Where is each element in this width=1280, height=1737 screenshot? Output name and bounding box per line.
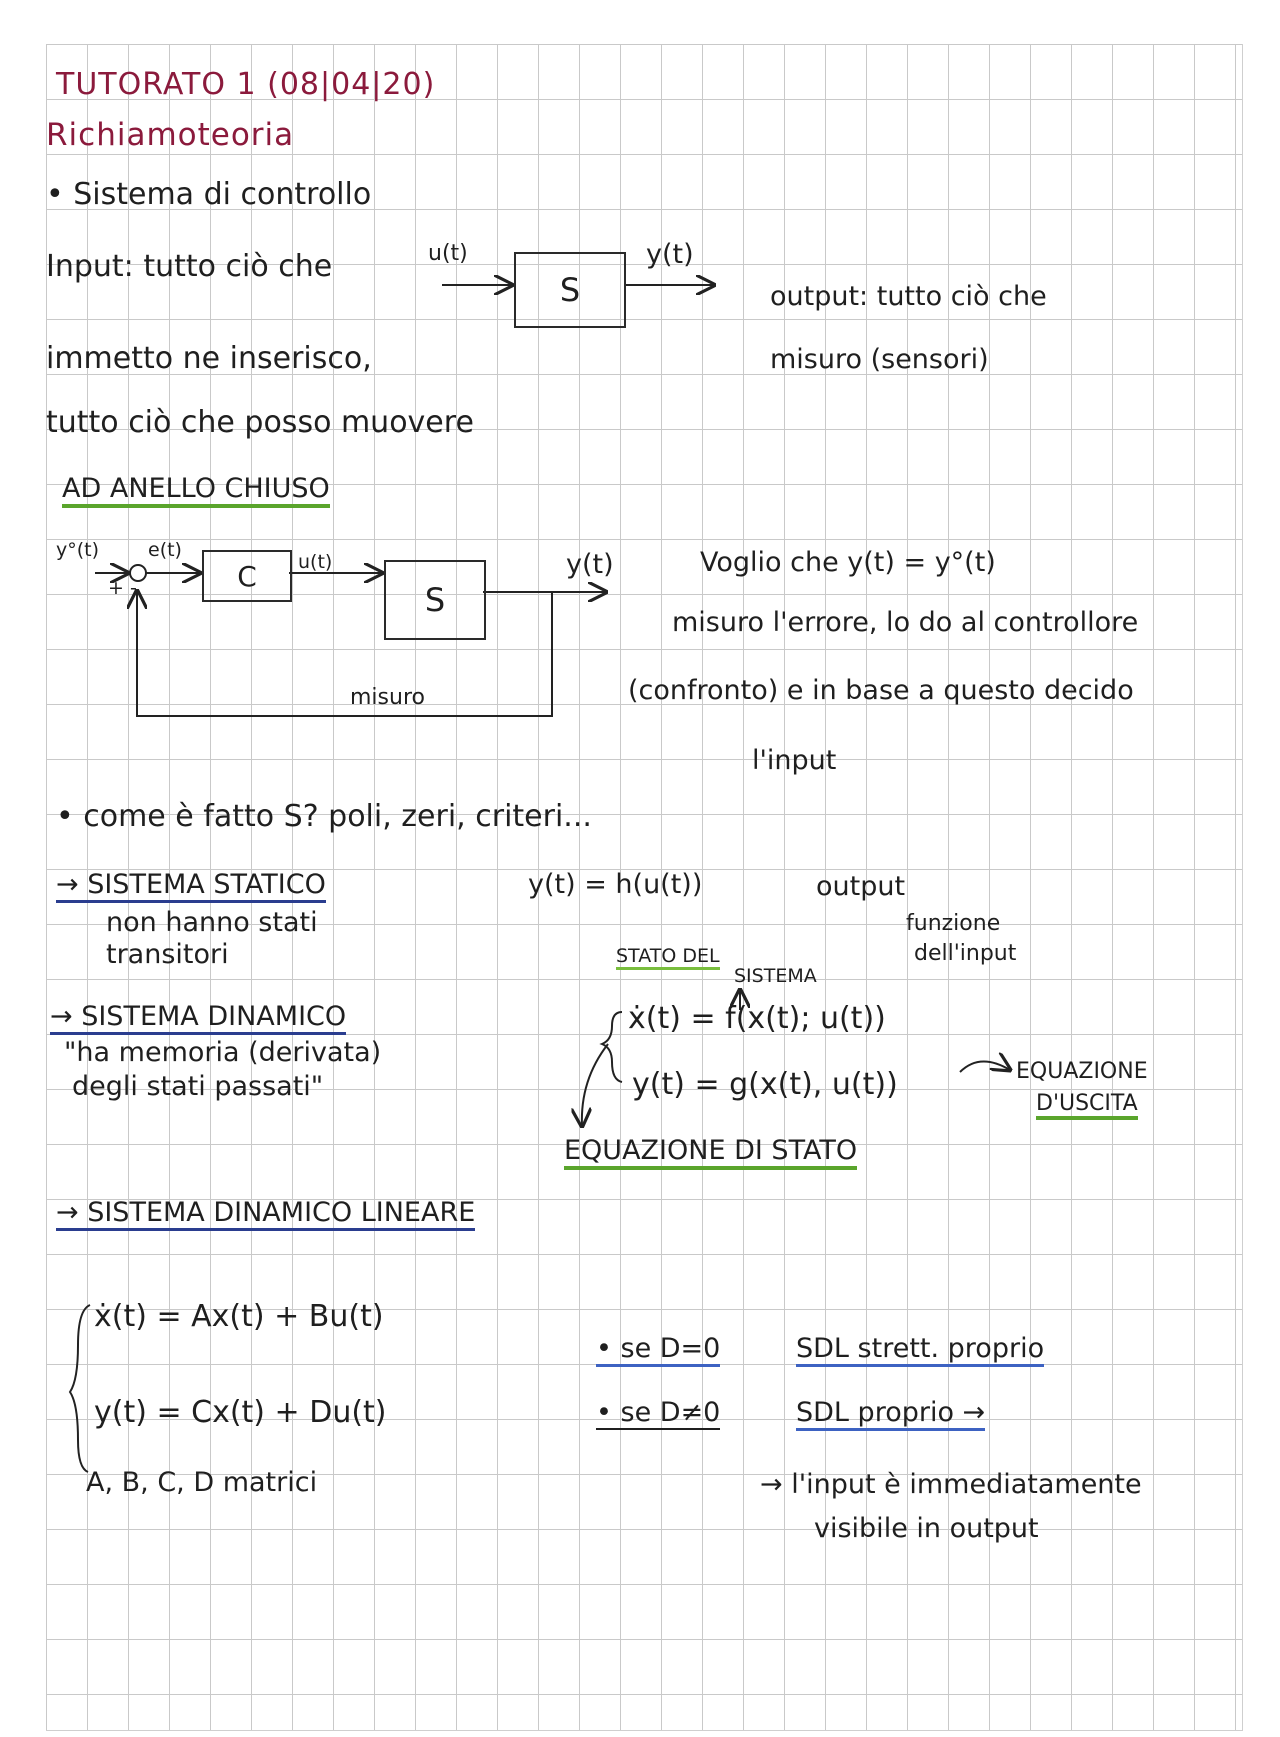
case2-note-2: visibile in output bbox=[814, 1513, 1039, 1544]
static-output-note: output bbox=[816, 871, 906, 902]
state-eq-arrow bbox=[582, 1044, 608, 1126]
closed-loop-output-label: y(t) bbox=[566, 549, 614, 580]
linear-brace bbox=[70, 1305, 90, 1472]
error-label: e(t) bbox=[148, 539, 182, 561]
output-equation: y(t) = g(x(t), u(t)) bbox=[632, 1067, 898, 1102]
closed-loop-note-3: (confronto) e in base a questo decido bbox=[628, 675, 1134, 706]
static-system-heading: → SISTEMA STATICO bbox=[56, 870, 326, 903]
static-desc-1: non hanno stati bbox=[106, 907, 318, 938]
case2-condition: • se D≠0 bbox=[596, 1397, 721, 1428]
controller-block: C bbox=[202, 550, 292, 602]
input-signal-label: u(t) bbox=[428, 241, 468, 266]
static-desc-2: transitori bbox=[106, 939, 229, 970]
control-system-bullet: • Sistema di controllo bbox=[46, 177, 372, 212]
output-def-2: misuro (sensori) bbox=[770, 344, 989, 375]
output-def-1: output: tutto ciò che bbox=[770, 281, 1047, 312]
closed-loop-note-4: l'input bbox=[752, 745, 837, 776]
dynamic-desc-1: "ha memoria (derivata) bbox=[64, 1037, 382, 1068]
output-eq-label-2: D'USCITA bbox=[1036, 1092, 1138, 1120]
closed-loop-note-2: misuro l'errore, lo do al controllore bbox=[672, 607, 1139, 638]
closed-loop-heading: AD ANELLO CHIUSO bbox=[62, 474, 330, 508]
section-title: Richiamoteoria bbox=[46, 117, 295, 153]
feedback-label: misuro bbox=[350, 685, 425, 710]
linear-state-eq: ẋ(t) = Ax(t) + Bu(t) bbox=[94, 1299, 384, 1334]
state-label-1: STATO DEL bbox=[616, 946, 720, 970]
input-def-3: tutto ciò che posso muovere bbox=[46, 405, 474, 440]
closed-loop-note-1: Voglio che y(t) = y°(t) bbox=[700, 547, 996, 578]
linear-system-heading: → SISTEMA DINAMICO LINEARE bbox=[56, 1198, 475, 1231]
output-eq-label-1: EQUAZIONE bbox=[1016, 1059, 1148, 1084]
static-function-note-1: funzione bbox=[906, 911, 1001, 936]
dynamic-system-heading: → SISTEMA DINAMICO bbox=[50, 1002, 346, 1035]
structure-question: • come è fatto S? poli, zeri, criteri... bbox=[56, 799, 592, 834]
reference-label: y°(t) bbox=[56, 539, 100, 561]
plant-block: S bbox=[384, 560, 486, 640]
feedback-path bbox=[137, 591, 552, 716]
case1-condition: • se D=0 bbox=[596, 1334, 720, 1367]
static-function-note-2: dell'input bbox=[914, 941, 1017, 966]
case1-result: SDL strett. proprio bbox=[796, 1334, 1044, 1367]
case2-result: SDL proprio → bbox=[796, 1398, 985, 1431]
output-eq-arrow bbox=[960, 1061, 1010, 1072]
matrices-note: A, B, C, D matrici bbox=[86, 1467, 318, 1498]
static-equation: y(t) = h(u(t)) bbox=[528, 869, 703, 900]
dynamic-desc-2: degli stati passati" bbox=[72, 1071, 324, 1102]
state-label-2: SISTEMA bbox=[734, 965, 817, 987]
case2-note-1: → l'input è immediatamente bbox=[760, 1469, 1142, 1500]
output-signal-label: y(t) bbox=[646, 239, 694, 270]
input-def-1: Input: tutto ciò che bbox=[46, 249, 333, 284]
state-equation: ẋ(t) = f(x(t); u(t)) bbox=[628, 1001, 886, 1036]
junction-signs: + - bbox=[108, 577, 137, 599]
input-def-2: immetto ne inserisco, bbox=[46, 341, 372, 376]
page-title: TUTORATO 1 (08|04|20) bbox=[56, 67, 436, 102]
linear-output-eq: y(t) = Cx(t) + Du(t) bbox=[94, 1395, 387, 1430]
system-block: S bbox=[514, 252, 626, 328]
state-eq-label: EQUAZIONE DI STATO bbox=[564, 1136, 857, 1170]
control-signal-label: u(t) bbox=[298, 551, 333, 573]
